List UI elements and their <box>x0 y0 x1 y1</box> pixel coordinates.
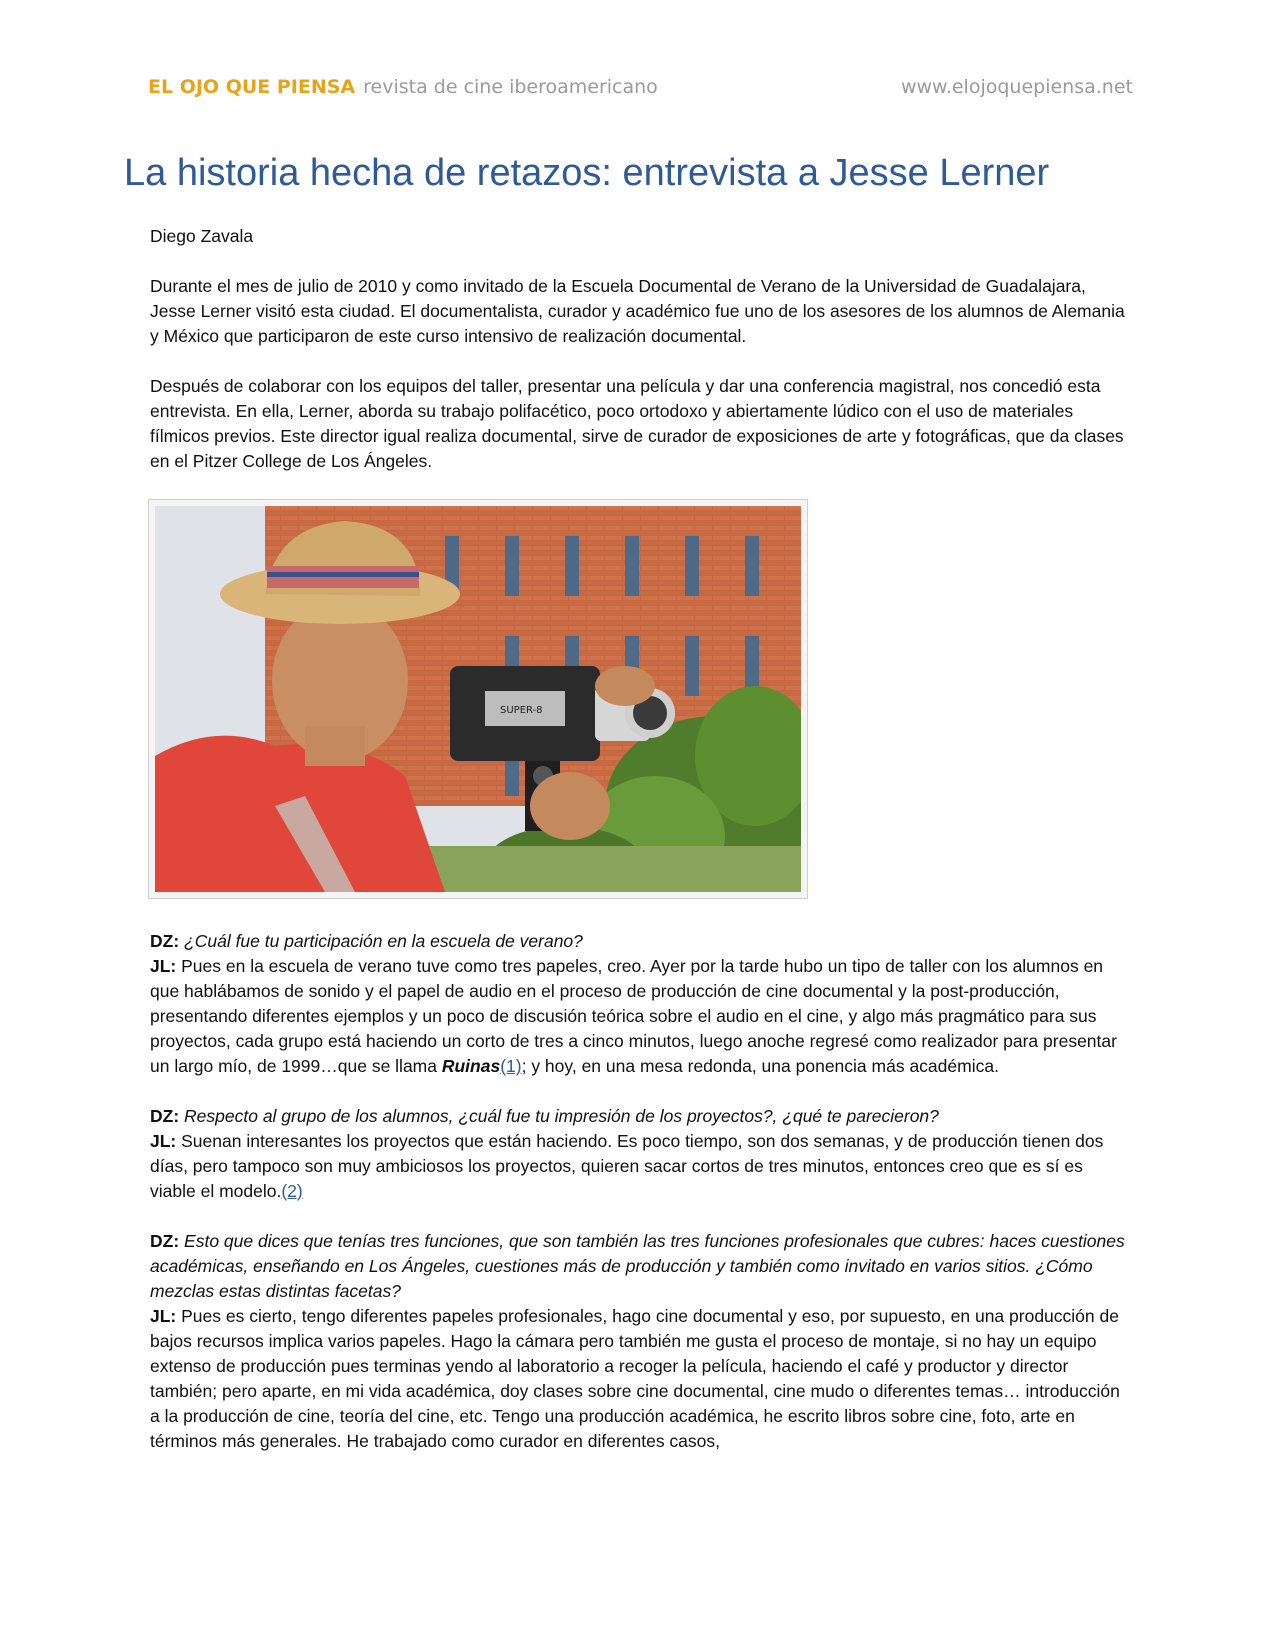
jl-label: JL: <box>150 1306 177 1326</box>
footnote-link-1[interactable]: (1) <box>500 1056 522 1076</box>
hand-top <box>595 666 655 706</box>
magazine-tagline: revista de cine iberoamericano <box>363 76 658 98</box>
article-body <box>150 224 1125 1479</box>
question-3: Esto que dices que tenías tres funciones, que son también las tres funciones profesionales que cubres: haces cuestiones académicas, enseñando en Los Ángeles, cuestiones más de producción y también como invitado en varios sitios. ¿Cómo mezclas estas distintas facetas? <box>150 1231 1125 1301</box>
running-header <box>148 76 1133 106</box>
qa-block-3 <box>150 1229 1125 1454</box>
dz-label: DZ: <box>150 1106 180 1126</box>
intro-paragraph-1: Durante el mes de julio de 2010 y como invitado de la Escuela Documental de Verano de la Universidad de Guadalajara, Jesse Lerner visitó esta ciudad. El documentalista, curador y académico fue uno de los asesores de los alumnos de Alemania y México que participaron de este curso intensivo de realización documental. <box>150 276 1125 346</box>
camera-label: SUPER-8 <box>500 705 543 716</box>
jl-label: JL: <box>150 956 177 976</box>
answer-2: Suenan interesantes los proyectos que están haciendo. Es poco tiempo, son dos semanas, y de producción tienen dos días, pero tampoco son muy ambiciosos los proyectos, quieren sacar cortos de tres minutos, entonces creo que es sí es viable el modelo. <box>150 1131 1104 1201</box>
question-1: ¿Cuál fue tu participación en la escuela de verano? <box>184 931 583 951</box>
article-author: Diego Zavala <box>150 226 254 246</box>
answer-3: Pues es cierto, tengo diferentes papeles profesionales, hago cine documental y eso, por supuesto, en una producción de bajos recursos implica varios papeles. Hago la cámara pero también me gusta el proceso de montaje, si no hay un equipo extenso de producción pues terminas yendo al laboratorio a recoger la película, haciendo el café y productor y director también; pero aparte, en mi vida académica, doy clases sobre cine documental, cine mudo o diferentes temas… introducción a la producción de cine, teoría del cine, etc. Tengo una producción académica, he escrito libros sobre cine, foto, arte en términos más generales. He trabajado como curador en diferentes casos, <box>150 1306 1120 1451</box>
jl-label: JL: <box>150 1131 177 1151</box>
dz-label: DZ: <box>150 931 180 951</box>
magazine-website: www.elojoquepiensa.net <box>900 76 1133 98</box>
interview-qa <box>150 929 1125 1454</box>
qa-block-1 <box>150 929 1125 1079</box>
article-title: La historia hecha de retazos: entrevista a Jesse Lerner <box>124 152 1050 194</box>
question-2: Respecto al grupo de los alumnos, ¿cuál fue tu impresión de los proyectos?, ¿qué te parecieron? <box>184 1106 939 1126</box>
magazine-brand: EL OJO QUE PIENSA <box>148 76 356 98</box>
intro-paragraph-2: Después de colaborar con los equipos del taller, presentar una película y dar una conferencia magistral, nos concedió esta entrevista. En ella, Lerner, aborda su trabajo polifacético, poco ortodoxo y abiertamente lúdico con el uso de materiales fílmicos previos. Este director igual realiza documental, sirve de curador de exposiciones de arte y fotográficas, que da clases en el Pitzer College de Los Ángeles. <box>150 376 1124 471</box>
answer-1-part-1: Pues en la escuela de verano tuve como tres papeles, creo. Ayer por la tarde hubo un tipo de taller con los alumnos en que hablábamos de sonido y el papel de audio en el proceso de producción de cine documental y la post-producción, presentando diferentes ejemplos y un poco de discusión teórica sobre el audio en el cine, y algo más pragmático para sus proyectos, cada grupo está haciendo un corto de tres a cinco minutos, luego anoche regresé como realizador para presentar un largo mío, de 1999…que se llama <box>150 956 1117 1076</box>
article-photo <box>148 499 808 899</box>
qa-block-2 <box>150 1104 1125 1204</box>
photo-man-with-film-camera <box>155 506 801 892</box>
film-title-ruinas: Ruinas <box>441 1056 501 1076</box>
dz-label: DZ: <box>150 1231 180 1251</box>
footnote-link-2[interactable]: (2) <box>281 1181 303 1201</box>
hand-grip <box>530 772 610 840</box>
answer-1-part-2: ; y hoy, en una mesa redonda, una ponencia más académica. <box>521 1056 999 1076</box>
